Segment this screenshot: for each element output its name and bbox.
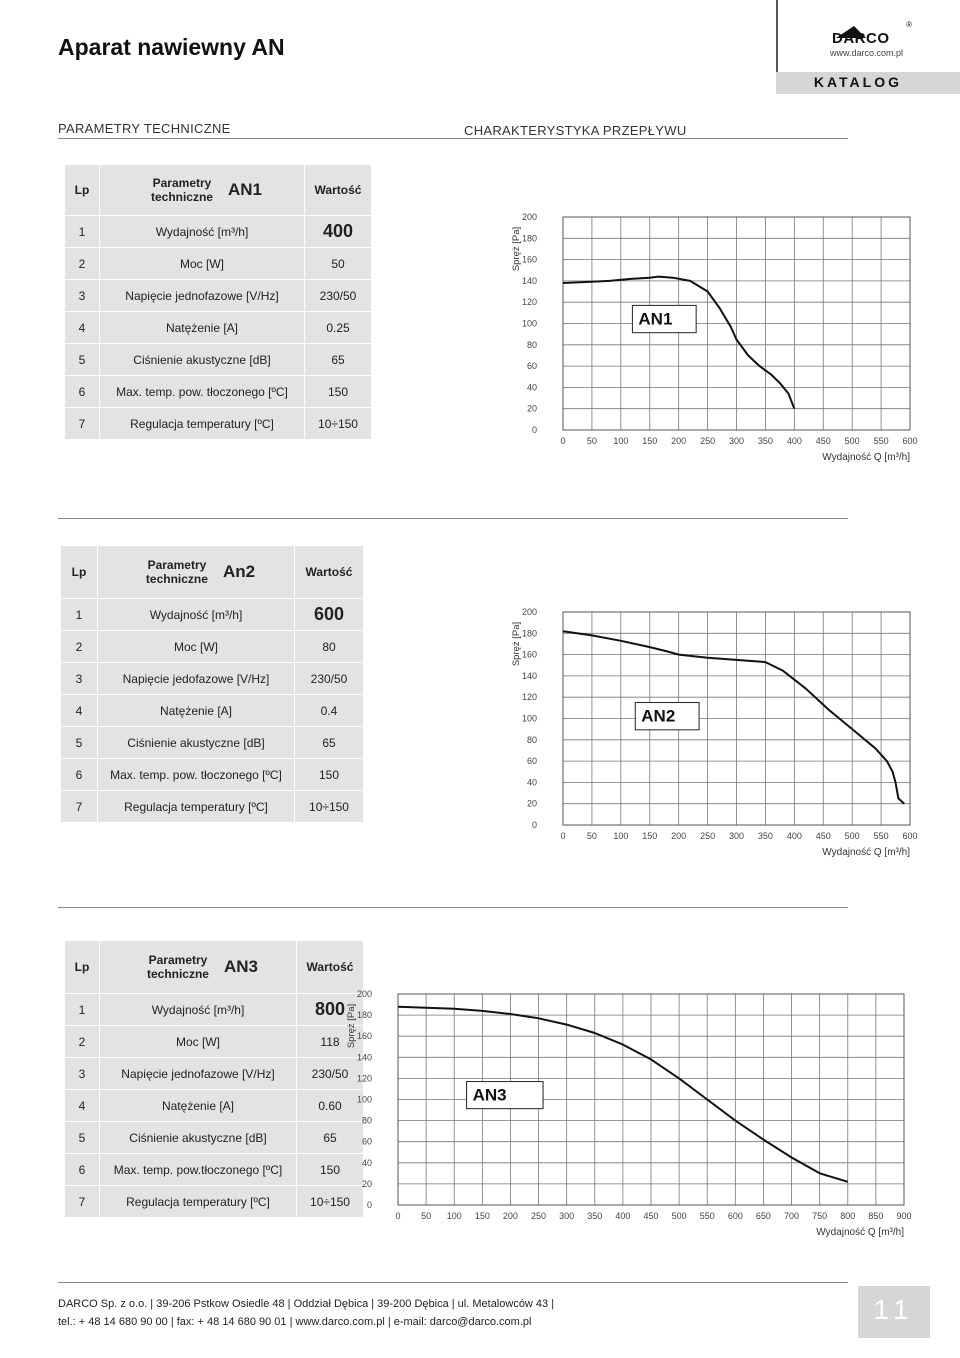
x-tick-label: 400: [615, 1211, 631, 1221]
page-title: Aparat nawiewny AN: [58, 34, 285, 60]
row-lp: 4: [65, 1090, 99, 1121]
separator-1: [58, 518, 848, 519]
row-param: Ciśnienie akustyczne [dB]: [100, 344, 304, 375]
row-value: 10÷150: [295, 791, 363, 822]
row-value: 65: [305, 344, 371, 375]
table-row: [65, 376, 371, 407]
row-value: 118: [297, 1026, 363, 1057]
row-param: Wydajność [m³/h]: [100, 994, 296, 1025]
row-param: Natężenie [A]: [100, 312, 304, 343]
table-row: [61, 759, 363, 790]
table-row: [65, 408, 371, 439]
row-value: 10÷150: [297, 1186, 363, 1217]
y-tick-label: 140: [521, 275, 537, 286]
x-tick-label: 200: [671, 436, 687, 446]
y-tick-label: 160: [521, 649, 537, 660]
row-lp: 1: [65, 994, 99, 1025]
row-value: 150: [295, 759, 363, 790]
header-params-label: Parametry techniczne: [145, 558, 208, 586]
x-tick-label: 250: [700, 831, 716, 841]
row-value: 800: [297, 994, 363, 1025]
y-tick-label: 180: [521, 628, 537, 639]
x-tick-label: 900: [896, 1211, 912, 1221]
row-param: Max. temp. pow.tłoczonego [ºC]: [100, 1154, 296, 1185]
y-tick-label: 120: [521, 692, 537, 703]
katalog-bar: [776, 72, 960, 94]
logo: [826, 20, 916, 62]
table-row: [65, 1154, 363, 1185]
row-lp: 6: [65, 1154, 99, 1185]
y-tick-label: 200: [356, 989, 372, 999]
x-tick-label: 250: [531, 1211, 547, 1221]
separator-2: [58, 907, 848, 908]
row-param: Wydajność [m³/h]: [98, 599, 294, 630]
x-tick-label: 50: [586, 436, 597, 446]
x-tick-label: 300: [728, 831, 745, 841]
x-tick-label: 250: [700, 436, 716, 446]
header-model: AN1: [227, 180, 262, 199]
y-tick-label: 160: [521, 254, 537, 265]
row-value: 230/50: [297, 1058, 363, 1089]
table-row: [65, 312, 371, 343]
row-value: 0.60: [297, 1090, 363, 1121]
table-row: [65, 1186, 363, 1217]
x-tick-label: 500: [671, 1211, 687, 1221]
row-param: Regulacja temperatury [ºC]: [98, 791, 294, 822]
row-lp: 3: [61, 663, 97, 694]
x-tick-label: 350: [757, 436, 773, 446]
footer-address: DARCO Sp. z o.o. | 39-206 Pstkow Osiedle 48 | Oddział Dębica | 39-200 Dębica | ul. Metalowców 43 |: [58, 1298, 555, 1310]
x-tick-label: 550: [699, 1211, 715, 1221]
row-value: 50: [305, 248, 371, 279]
x-tick-label: 450: [643, 1211, 659, 1221]
y-tick-label: 100: [521, 713, 537, 724]
table-row: [65, 248, 371, 279]
header-model: An2: [222, 562, 256, 581]
header-divider: [776, 0, 778, 74]
series-line: [563, 631, 904, 804]
table-row: [65, 1122, 363, 1153]
model-label: AN1: [638, 309, 673, 329]
row-lp: 2: [61, 631, 97, 662]
row-lp: 5: [61, 727, 97, 758]
row-param: Natężenie [A]: [100, 1090, 296, 1121]
x-tick-label: 500: [844, 831, 860, 841]
x-axis-label: Wydajność Q [m³/h]: [816, 1227, 904, 1238]
x-tick-label: 50: [421, 1211, 432, 1221]
header-value: Wartość: [297, 941, 363, 993]
header-params: [100, 165, 304, 215]
header-params: [98, 546, 294, 598]
x-tick-label: 350: [587, 1211, 603, 1221]
row-param: Napięcie jednofazowe [V/Hz]: [100, 280, 304, 311]
y-tick-label: 200: [521, 212, 537, 222]
y-tick-label: 0: [531, 820, 537, 830]
y-tick-label: 100: [521, 318, 537, 329]
x-tick-label: 600: [727, 1211, 743, 1221]
row-lp: 3: [65, 280, 99, 311]
row-value: 400: [305, 216, 371, 247]
x-tick-label: 450: [815, 436, 831, 446]
header-value: Wartość: [295, 546, 363, 598]
x-tick-label: 850: [868, 1211, 884, 1221]
params-table-2: [60, 545, 364, 823]
y-tick-label: 60: [526, 756, 537, 767]
y-tick-label: 0: [366, 1200, 372, 1210]
row-lp: 1: [61, 599, 97, 630]
y-tick-label: 20: [361, 1178, 372, 1189]
row-lp: 6: [65, 376, 99, 407]
table-row: [61, 727, 363, 758]
table-header-row: [61, 546, 363, 598]
y-tick-label: 20: [526, 403, 537, 414]
y-tick-label: 40: [361, 1157, 372, 1168]
an1-chart: [500, 205, 930, 465]
y-tick-label: 160: [356, 1031, 372, 1042]
row-param: Natężenie [A]: [98, 695, 294, 726]
row-value: 0.25: [305, 312, 371, 343]
y-tick-label: 0: [531, 425, 537, 435]
row-lp: 7: [61, 791, 97, 822]
table-row: [61, 791, 363, 822]
logo-url: www.darco.com.pl: [830, 48, 904, 58]
y-tick-label: 40: [526, 382, 537, 393]
row-value: 230/50: [295, 663, 363, 694]
model-label: AN3: [472, 1085, 507, 1105]
row-lp: 4: [61, 695, 97, 726]
x-tick-label: 0: [560, 831, 566, 841]
y-tick-label: 120: [356, 1073, 372, 1084]
y-axis-label: Spręż [Pa]: [346, 1003, 357, 1049]
logo-text: DARCO: [832, 30, 890, 47]
row-param: Wydajność [m³/h]: [100, 216, 304, 247]
x-tick-label: 100: [613, 436, 629, 446]
row-value: 80: [295, 631, 363, 662]
x-tick-label: 400: [786, 436, 802, 446]
row-value: 150: [297, 1154, 363, 1185]
y-tick-label: 60: [526, 361, 537, 372]
row-lp: 5: [65, 1122, 99, 1153]
y-tick-label: 60: [361, 1136, 372, 1147]
row-param: Regulacja temperatury [ºC]: [100, 408, 304, 439]
row-value: 10÷150: [305, 408, 371, 439]
row-lp: 7: [65, 408, 99, 439]
params-table-3: [64, 940, 364, 1218]
table-row: [65, 280, 371, 311]
table-header-row: [65, 165, 371, 215]
table-row: [61, 695, 363, 726]
x-tick-label: 450: [815, 831, 831, 841]
x-tick-label: 350: [757, 831, 773, 841]
x-tick-label: 150: [642, 831, 658, 841]
x-tick-label: 600: [902, 831, 918, 841]
table-row: [61, 599, 363, 630]
row-lp: 3: [65, 1058, 99, 1089]
x-axis-label: Wydajność Q [m³/h]: [822, 847, 910, 858]
table-row: [65, 1058, 363, 1089]
logo-registered: ®: [906, 20, 912, 29]
row-value: 150: [305, 376, 371, 407]
chart-section-title: CHARAKTERYSTYKA PRZEPŁYWU: [464, 123, 687, 138]
y-tick-label: 180: [356, 1010, 372, 1021]
y-tick-label: 80: [526, 734, 537, 745]
row-param: Ciśnienie akustyczne [dB]: [100, 1122, 296, 1153]
row-value: 600: [295, 599, 363, 630]
x-tick-label: 400: [786, 831, 802, 841]
y-tick-label: 80: [361, 1115, 372, 1126]
x-tick-label: 0: [560, 436, 566, 446]
y-tick-label: 120: [521, 297, 537, 308]
row-lp: 4: [65, 312, 99, 343]
header-value: Wartość: [305, 165, 371, 215]
y-axis-label: Spręż [Pa]: [511, 621, 522, 667]
header-model: AN3: [223, 957, 258, 976]
table-header-row: [65, 941, 363, 993]
table-row: [65, 1026, 363, 1057]
x-tick-label: 300: [728, 436, 745, 446]
row-lp: 2: [65, 248, 99, 279]
row-lp: 5: [65, 344, 99, 375]
y-tick-label: 40: [526, 777, 537, 788]
row-param: Moc [W]: [100, 248, 304, 279]
row-lp: 6: [61, 759, 97, 790]
y-axis-label: Spręż [Pa]: [511, 226, 522, 272]
an3-chart: [340, 984, 920, 1240]
footer-rule: [58, 1282, 848, 1283]
x-tick-label: 600: [902, 436, 918, 446]
row-param: Ciśnienie akustyczne [dB]: [98, 727, 294, 758]
row-lp: 2: [65, 1026, 99, 1057]
x-tick-label: 0: [395, 1211, 401, 1221]
table-row: [65, 1090, 363, 1121]
page-number-box: [858, 1286, 930, 1338]
header-lp: Lp: [61, 546, 97, 598]
table-row: [61, 631, 363, 662]
katalog-label: KATALOG: [813, 74, 902, 90]
params-table-1: [64, 164, 372, 440]
row-param: Max. temp. pow. tłoczonego [ºC]: [98, 759, 294, 790]
an2-chart: [500, 600, 930, 860]
params-section-title: PARAMETRY TECHNICZNE: [58, 121, 231, 136]
y-tick-label: 80: [526, 339, 537, 350]
table-row: [61, 663, 363, 694]
section-rule: [58, 138, 848, 139]
row-param: Napięcie jednofazowe [V/Hz]: [100, 1058, 296, 1089]
x-tick-label: 700: [784, 1211, 800, 1221]
row-param: Moc [W]: [98, 631, 294, 662]
row-param: Napięcie jedofazowe [V/Hz]: [98, 663, 294, 694]
table-row: [65, 994, 363, 1025]
header-params-label: Parametry techniczne: [146, 953, 209, 981]
header-params-label: Parametry techniczne: [150, 176, 213, 204]
table-row: [65, 344, 371, 375]
x-tick-label: 800: [840, 1211, 856, 1221]
row-param: Regulacja temperatury [ºC]: [100, 1186, 296, 1217]
y-tick-label: 100: [356, 1094, 372, 1105]
x-axis-label: Wydajność Q [m³/h]: [822, 452, 910, 463]
row-value: 0.4: [295, 695, 363, 726]
x-tick-label: 550: [873, 436, 889, 446]
row-lp: 1: [65, 216, 99, 247]
x-tick-label: 200: [671, 831, 687, 841]
row-value: 230/50: [305, 280, 371, 311]
row-param: Moc [W]: [100, 1026, 296, 1057]
x-tick-label: 200: [502, 1211, 518, 1221]
x-tick-label: 50: [586, 831, 597, 841]
x-tick-label: 750: [812, 1211, 828, 1221]
y-tick-label: 20: [526, 798, 537, 809]
x-tick-label: 100: [446, 1211, 462, 1221]
header-lp: Lp: [65, 165, 99, 215]
x-tick-label: 650: [755, 1211, 771, 1221]
x-tick-label: 300: [559, 1211, 575, 1221]
header-params: [100, 941, 296, 993]
x-tick-label: 150: [474, 1211, 490, 1221]
x-tick-label: 550: [873, 831, 889, 841]
footer-contact: tel.: + 48 14 680 90 00 | fax: + 48 14 680 90 01 | www.darco.com.pl | e-mail: darco@darco.com.pl: [58, 1316, 532, 1328]
x-tick-label: 150: [642, 436, 658, 446]
x-tick-label: 100: [613, 831, 629, 841]
y-tick-label: 140: [521, 670, 537, 681]
row-value: 65: [297, 1122, 363, 1153]
row-value: 65: [295, 727, 363, 758]
header-lp: Lp: [65, 941, 99, 993]
row-param: Max. temp. pow. tłoczonego [ºC]: [100, 376, 304, 407]
x-tick-label: 500: [844, 436, 860, 446]
page-number: 11: [873, 1294, 915, 1325]
table-row: [65, 216, 371, 247]
row-lp: 7: [65, 1186, 99, 1217]
y-tick-label: 140: [356, 1052, 372, 1063]
y-tick-label: 200: [521, 607, 537, 617]
model-label: AN2: [641, 706, 676, 726]
y-tick-label: 180: [521, 233, 537, 244]
